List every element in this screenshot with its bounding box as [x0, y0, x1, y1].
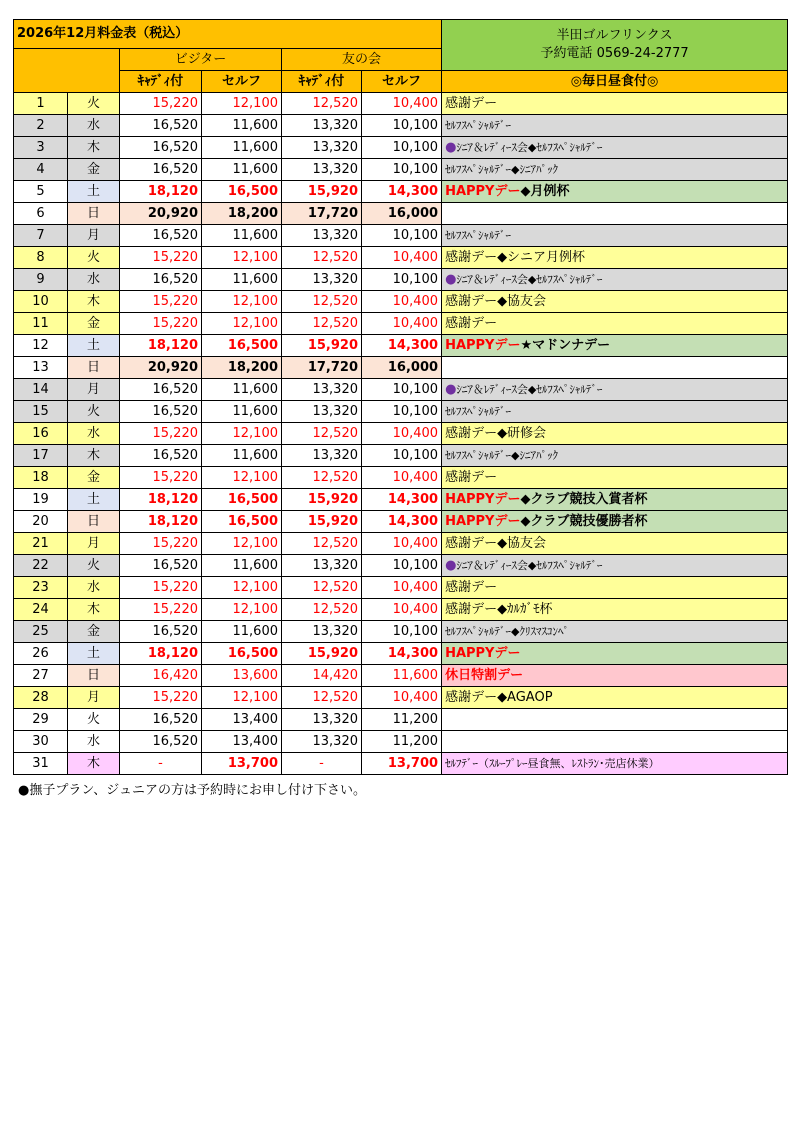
event-cell: ●ｼﾆｱ＆ﾚﾃﾞｨｰｽ会◆ｾﾙﾌｽﾍﾟｼｬﾙﾃﾞｰ — [442, 137, 788, 159]
visitor-self-price: 12,100 — [202, 247, 282, 269]
day-cell: 27 — [14, 665, 68, 687]
weekday-cell: 木 — [68, 753, 120, 775]
fee-row — [14, 687, 788, 709]
member-self-price: 11,200 — [362, 709, 442, 731]
member-caddie-price: 12,520 — [282, 467, 362, 489]
visitor-caddie-price: 18,120 — [120, 335, 202, 357]
visitor-caddie-price: 15,220 — [120, 93, 202, 115]
event-cell: ｾﾙﾌｽﾍﾟｼｬﾙﾃﾞｰ — [442, 115, 788, 137]
member-caddie-price: 12,520 — [282, 599, 362, 621]
visitor-self-price: 16,500 — [202, 335, 282, 357]
member-self-price: 11,600 — [362, 665, 442, 687]
weekday-cell: 日 — [68, 357, 120, 379]
fee-row — [14, 555, 788, 577]
day-cell: 13 — [14, 357, 68, 379]
event-cell: 感謝デー◆研修会 — [442, 423, 788, 445]
day-cell: 31 — [14, 753, 68, 775]
fee-row — [14, 621, 788, 643]
visitor-caddie-price: - — [120, 753, 202, 775]
member-self-price: 11,200 — [362, 731, 442, 753]
fee-row — [14, 335, 788, 357]
weekday-cell: 土 — [68, 181, 120, 203]
visitor-self-price: 11,600 — [202, 115, 282, 137]
event-cell: 感謝デー◆ｶﾙｶﾞﾓ杯 — [442, 599, 788, 621]
day-cell: 11 — [14, 313, 68, 335]
visitor-caddie-price: 16,520 — [120, 225, 202, 247]
day-cell: 1 — [14, 93, 68, 115]
event-cell: ｾﾙﾌｽﾍﾟｼｬﾙﾃﾞｰ — [442, 225, 788, 247]
day-cell: 2 — [14, 115, 68, 137]
member-self-price: 10,400 — [362, 93, 442, 115]
day-cell: 19 — [14, 489, 68, 511]
fee-row — [14, 313, 788, 335]
member-caddie-price: 13,320 — [282, 159, 362, 181]
member-self-price: 14,300 — [362, 335, 442, 357]
visitor-self-price: 12,100 — [202, 467, 282, 489]
fee-row — [14, 511, 788, 533]
visitor-self-price: 11,600 — [202, 159, 282, 181]
day-cell: 29 — [14, 709, 68, 731]
member-self-price: 14,300 — [362, 181, 442, 203]
member-self-price: 10,400 — [362, 423, 442, 445]
visitor-caddie-price: 15,220 — [120, 687, 202, 709]
fee-row — [14, 159, 788, 181]
member-caddie-price: 13,320 — [282, 269, 362, 291]
day-cell: 18 — [14, 467, 68, 489]
member-self-price: 10,100 — [362, 225, 442, 247]
visitor-self-price: 11,600 — [202, 445, 282, 467]
day-cell: 7 — [14, 225, 68, 247]
visitor-self-price: 18,200 — [202, 203, 282, 225]
member-self-price: 10,400 — [362, 577, 442, 599]
visitor-self-price: 16,500 — [202, 511, 282, 533]
header-member: 友の会 — [282, 49, 442, 71]
visitor-self-price: 11,600 — [202, 401, 282, 423]
fee-row — [14, 181, 788, 203]
visitor-caddie-price: 16,520 — [120, 555, 202, 577]
visitor-self-price: 12,100 — [202, 599, 282, 621]
visitor-caddie-price: 16,520 — [120, 379, 202, 401]
member-caddie-price: 13,320 — [282, 225, 362, 247]
visitor-self-price: 11,600 — [202, 269, 282, 291]
event-cell: HAPPYデー — [442, 643, 788, 665]
visitor-caddie-price: 16,520 — [120, 621, 202, 643]
fee-row — [14, 577, 788, 599]
weekday-cell: 金 — [68, 621, 120, 643]
weekday-cell: 木 — [68, 599, 120, 621]
day-cell: 23 — [14, 577, 68, 599]
member-self-price: 14,300 — [362, 511, 442, 533]
visitor-caddie-price: 15,220 — [120, 247, 202, 269]
visitor-caddie-price: 16,520 — [120, 115, 202, 137]
weekday-cell: 火 — [68, 247, 120, 269]
member-caddie-price: 13,320 — [282, 445, 362, 467]
member-self-price: 10,400 — [362, 291, 442, 313]
weekday-cell: 火 — [68, 401, 120, 423]
visitor-self-price: 16,500 — [202, 181, 282, 203]
member-caddie-price: 12,520 — [282, 291, 362, 313]
member-caddie-price: 13,320 — [282, 379, 362, 401]
member-caddie-price: 17,720 — [282, 357, 362, 379]
member-caddie-price: 17,720 — [282, 203, 362, 225]
visitor-caddie-price: 15,220 — [120, 467, 202, 489]
visitor-self-price: 12,100 — [202, 93, 282, 115]
event-cell: HAPPYデー★マドンナデー — [442, 335, 788, 357]
fee-row — [14, 731, 788, 753]
event-cell — [442, 709, 788, 731]
member-self-price: 14,300 — [362, 489, 442, 511]
weekday-cell: 月 — [68, 379, 120, 401]
fee-row — [14, 137, 788, 159]
visitor-caddie-price: 15,220 — [120, 313, 202, 335]
visitor-self-price: 11,600 — [202, 137, 282, 159]
event-cell: ●ｼﾆｱ＆ﾚﾃﾞｨｰｽ会◆ｾﾙﾌｽﾍﾟｼｬﾙﾃﾞｰ — [442, 555, 788, 577]
fee-row — [14, 753, 788, 775]
header-member-caddie: ｷｬﾃﾞｨ付 — [282, 71, 362, 93]
visitor-self-price: 11,600 — [202, 621, 282, 643]
visitor-caddie-price: 18,120 — [120, 181, 202, 203]
day-cell: 10 — [14, 291, 68, 313]
member-self-price: 10,100 — [362, 159, 442, 181]
day-cell: 25 — [14, 621, 68, 643]
event-cell: ｾﾙﾌｽﾍﾟｼｬﾙﾃﾞｰ◆ｼﾆｱﾊﾟｯｸ — [442, 445, 788, 467]
visitor-self-price: 16,500 — [202, 489, 282, 511]
member-self-price: 10,100 — [362, 269, 442, 291]
header-visitor-self: セルフ — [202, 71, 282, 93]
day-cell: 15 — [14, 401, 68, 423]
event-cell: 感謝デー — [442, 313, 788, 335]
member-self-price: 10,400 — [362, 533, 442, 555]
visitor-self-price: 11,600 — [202, 225, 282, 247]
member-caddie-price: - — [282, 753, 362, 775]
event-cell: ｾﾙﾌｽﾍﾟｼｬﾙﾃﾞｰ◆ｸﾘｽﾏｽｺﾝﾍﾟ — [442, 621, 788, 643]
member-self-price: 10,100 — [362, 379, 442, 401]
weekday-cell: 水 — [68, 269, 120, 291]
fee-row — [14, 291, 788, 313]
member-self-price: 10,100 — [362, 401, 442, 423]
weekday-cell: 水 — [68, 423, 120, 445]
visitor-self-price: 18,200 — [202, 357, 282, 379]
fee-row — [14, 357, 788, 379]
visitor-self-price: 12,100 — [202, 291, 282, 313]
visitor-self-price: 13,400 — [202, 731, 282, 753]
fee-row — [14, 665, 788, 687]
fee-row — [14, 533, 788, 555]
fee-row — [14, 379, 788, 401]
weekday-cell: 木 — [68, 137, 120, 159]
event-cell: ｾﾙﾌｽﾍﾟｼｬﾙﾃﾞｰ◆ｼﾆｱﾊﾟｯｸ — [442, 159, 788, 181]
day-cell: 9 — [14, 269, 68, 291]
visitor-self-price: 12,100 — [202, 577, 282, 599]
event-cell: ●ｼﾆｱ＆ﾚﾃﾞｨｰｽ会◆ｾﾙﾌｽﾍﾟｼｬﾙﾃﾞｰ — [442, 379, 788, 401]
member-self-price: 10,400 — [362, 467, 442, 489]
member-caddie-price: 12,520 — [282, 687, 362, 709]
event-cell: 感謝デー — [442, 467, 788, 489]
day-cell: 28 — [14, 687, 68, 709]
event-cell: HAPPYデー◆月例杯 — [442, 181, 788, 203]
visitor-caddie-price: 20,920 — [120, 357, 202, 379]
day-cell: 6 — [14, 203, 68, 225]
visitor-caddie-price: 16,420 — [120, 665, 202, 687]
fee-row — [14, 467, 788, 489]
member-self-price: 16,000 — [362, 357, 442, 379]
visitor-self-price: 13,400 — [202, 709, 282, 731]
member-caddie-price: 12,520 — [282, 313, 362, 335]
weekday-cell: 土 — [68, 335, 120, 357]
header-visitor: ビジター — [120, 49, 282, 71]
fee-row — [14, 401, 788, 423]
fee-row — [14, 115, 788, 137]
member-caddie-price: 14,420 — [282, 665, 362, 687]
weekday-cell: 水 — [68, 115, 120, 137]
fee-sheet — [13, 19, 787, 775]
event-cell — [442, 731, 788, 753]
day-cell: 22 — [14, 555, 68, 577]
club-phone: 予約電話 0569-24-2777 — [540, 46, 689, 61]
visitor-self-price: 16,500 — [202, 643, 282, 665]
day-cell: 3 — [14, 137, 68, 159]
member-caddie-price: 15,920 — [282, 643, 362, 665]
member-caddie-price: 13,320 — [282, 709, 362, 731]
visitor-caddie-price: 16,520 — [120, 731, 202, 753]
member-self-price: 10,100 — [362, 445, 442, 467]
visitor-caddie-price: 16,520 — [120, 709, 202, 731]
visitor-caddie-price: 16,520 — [120, 159, 202, 181]
member-caddie-price: 13,320 — [282, 621, 362, 643]
member-self-price: 10,100 — [362, 621, 442, 643]
event-cell: HAPPYデー◆クラブ競技入賞者杯 — [442, 489, 788, 511]
weekday-cell: 木 — [68, 291, 120, 313]
member-self-price: 10,100 — [362, 555, 442, 577]
member-caddie-price: 12,520 — [282, 577, 362, 599]
member-self-price: 10,400 — [362, 247, 442, 269]
day-cell: 14 — [14, 379, 68, 401]
visitor-self-price: 12,100 — [202, 533, 282, 555]
footnote: ●撫子プラン、ジュニアの方は予約時にお申し付け下さい。 — [18, 783, 367, 798]
member-caddie-price: 13,320 — [282, 115, 362, 137]
header-blank — [14, 49, 120, 93]
member-caddie-price: 13,320 — [282, 137, 362, 159]
visitor-caddie-price: 15,220 — [120, 599, 202, 621]
weekday-cell: 土 — [68, 489, 120, 511]
visitor-self-price: 12,100 — [202, 313, 282, 335]
weekday-cell: 木 — [68, 445, 120, 467]
fee-row — [14, 709, 788, 731]
weekday-cell: 日 — [68, 665, 120, 687]
weekday-cell: 月 — [68, 533, 120, 555]
visitor-caddie-price: 15,220 — [120, 577, 202, 599]
weekday-cell: 水 — [68, 577, 120, 599]
visitor-caddie-price: 16,520 — [120, 401, 202, 423]
weekday-cell: 月 — [68, 225, 120, 247]
visitor-caddie-price: 18,120 — [120, 643, 202, 665]
club-info — [442, 20, 788, 71]
fee-row — [14, 489, 788, 511]
weekday-cell: 月 — [68, 687, 120, 709]
weekday-cell: 水 — [68, 731, 120, 753]
event-cell: ●ｼﾆｱ＆ﾚﾃﾞｨｰｽ会◆ｾﾙﾌｽﾍﾟｼｬﾙﾃﾞｰ — [442, 269, 788, 291]
member-caddie-price: 12,520 — [282, 423, 362, 445]
fee-row — [14, 203, 788, 225]
visitor-caddie-price: 16,520 — [120, 445, 202, 467]
member-caddie-price: 13,320 — [282, 555, 362, 577]
visitor-self-price: 11,600 — [202, 555, 282, 577]
visitor-caddie-price: 16,520 — [120, 137, 202, 159]
weekday-cell: 日 — [68, 203, 120, 225]
fee-row — [14, 93, 788, 115]
header-visitor-caddie: ｷｬﾃﾞｨ付 — [120, 71, 202, 93]
weekday-cell: 金 — [68, 159, 120, 181]
event-cell: HAPPYデー◆クラブ競技優勝者杯 — [442, 511, 788, 533]
day-cell: 17 — [14, 445, 68, 467]
visitor-caddie-price: 15,220 — [120, 291, 202, 313]
visitor-caddie-price: 18,120 — [120, 511, 202, 533]
day-cell: 26 — [14, 643, 68, 665]
event-cell: ｾﾙﾌｽﾍﾟｼｬﾙﾃﾞｰ — [442, 401, 788, 423]
member-self-price: 10,400 — [362, 313, 442, 335]
club-name: 半田ゴルフリンクス — [556, 28, 673, 43]
member-self-price: 10,400 — [362, 687, 442, 709]
sheet-title: 2026年12月料金表（税込） — [14, 20, 442, 49]
member-self-price: 16,000 — [362, 203, 442, 225]
member-self-price: 10,100 — [362, 115, 442, 137]
visitor-self-price: 12,100 — [202, 687, 282, 709]
event-cell — [442, 203, 788, 225]
day-cell: 4 — [14, 159, 68, 181]
day-cell: 30 — [14, 731, 68, 753]
day-cell: 5 — [14, 181, 68, 203]
event-cell: 感謝デー◆協友会 — [442, 533, 788, 555]
visitor-caddie-price: 15,220 — [120, 423, 202, 445]
weekday-cell: 金 — [68, 313, 120, 335]
visitor-self-price: 11,600 — [202, 379, 282, 401]
visitor-self-price: 12,100 — [202, 423, 282, 445]
visitor-self-price: 13,700 — [202, 753, 282, 775]
event-cell: 感謝デー◆協友会 — [442, 291, 788, 313]
event-cell: 感謝デー◆AGAOP — [442, 687, 788, 709]
fee-row — [14, 423, 788, 445]
visitor-caddie-price: 18,120 — [120, 489, 202, 511]
fee-row — [14, 599, 788, 621]
header-member-self: セルフ — [362, 71, 442, 93]
event-cell: ｾﾙﾌﾃﾞｰ（ｽﾙｰﾌﾟﾚｰ昼食無、ﾚｽﾄﾗﾝ･売店休業） — [442, 753, 788, 775]
weekday-cell: 火 — [68, 93, 120, 115]
event-cell — [442, 357, 788, 379]
fee-row — [14, 247, 788, 269]
visitor-self-price: 13,600 — [202, 665, 282, 687]
fee-row — [14, 643, 788, 665]
event-cell: 感謝デー◆シニア月例杯 — [442, 247, 788, 269]
member-caddie-price: 15,920 — [282, 511, 362, 533]
member-caddie-price: 13,320 — [282, 731, 362, 753]
member-caddie-price: 13,320 — [282, 401, 362, 423]
weekday-cell: 金 — [68, 467, 120, 489]
event-cell: 感謝デー — [442, 93, 788, 115]
member-self-price: 10,100 — [362, 137, 442, 159]
fee-row — [14, 269, 788, 291]
member-self-price: 10,400 — [362, 599, 442, 621]
weekday-cell: 火 — [68, 709, 120, 731]
fee-row — [14, 225, 788, 247]
event-cell: 休日特割デー — [442, 665, 788, 687]
day-cell: 16 — [14, 423, 68, 445]
member-self-price: 14,300 — [362, 643, 442, 665]
member-caddie-price: 15,920 — [282, 335, 362, 357]
fee-row — [14, 445, 788, 467]
weekday-cell: 日 — [68, 511, 120, 533]
day-cell: 20 — [14, 511, 68, 533]
day-cell: 21 — [14, 533, 68, 555]
weekday-cell: 火 — [68, 555, 120, 577]
event-cell: 感謝デー — [442, 577, 788, 599]
fee-table — [13, 19, 788, 775]
member-caddie-price: 12,520 — [282, 247, 362, 269]
day-cell: 8 — [14, 247, 68, 269]
visitor-caddie-price: 15,220 — [120, 533, 202, 555]
visitor-caddie-price: 16,520 — [120, 269, 202, 291]
member-caddie-price: 12,520 — [282, 93, 362, 115]
member-caddie-price: 12,520 — [282, 533, 362, 555]
day-cell: 12 — [14, 335, 68, 357]
weekday-cell: 土 — [68, 643, 120, 665]
member-caddie-price: 15,920 — [282, 489, 362, 511]
header-lunch: ◎毎日昼食付◎ — [442, 71, 788, 93]
member-caddie-price: 15,920 — [282, 181, 362, 203]
day-cell: 24 — [14, 599, 68, 621]
member-self-price: 13,700 — [362, 753, 442, 775]
visitor-caddie-price: 20,920 — [120, 203, 202, 225]
